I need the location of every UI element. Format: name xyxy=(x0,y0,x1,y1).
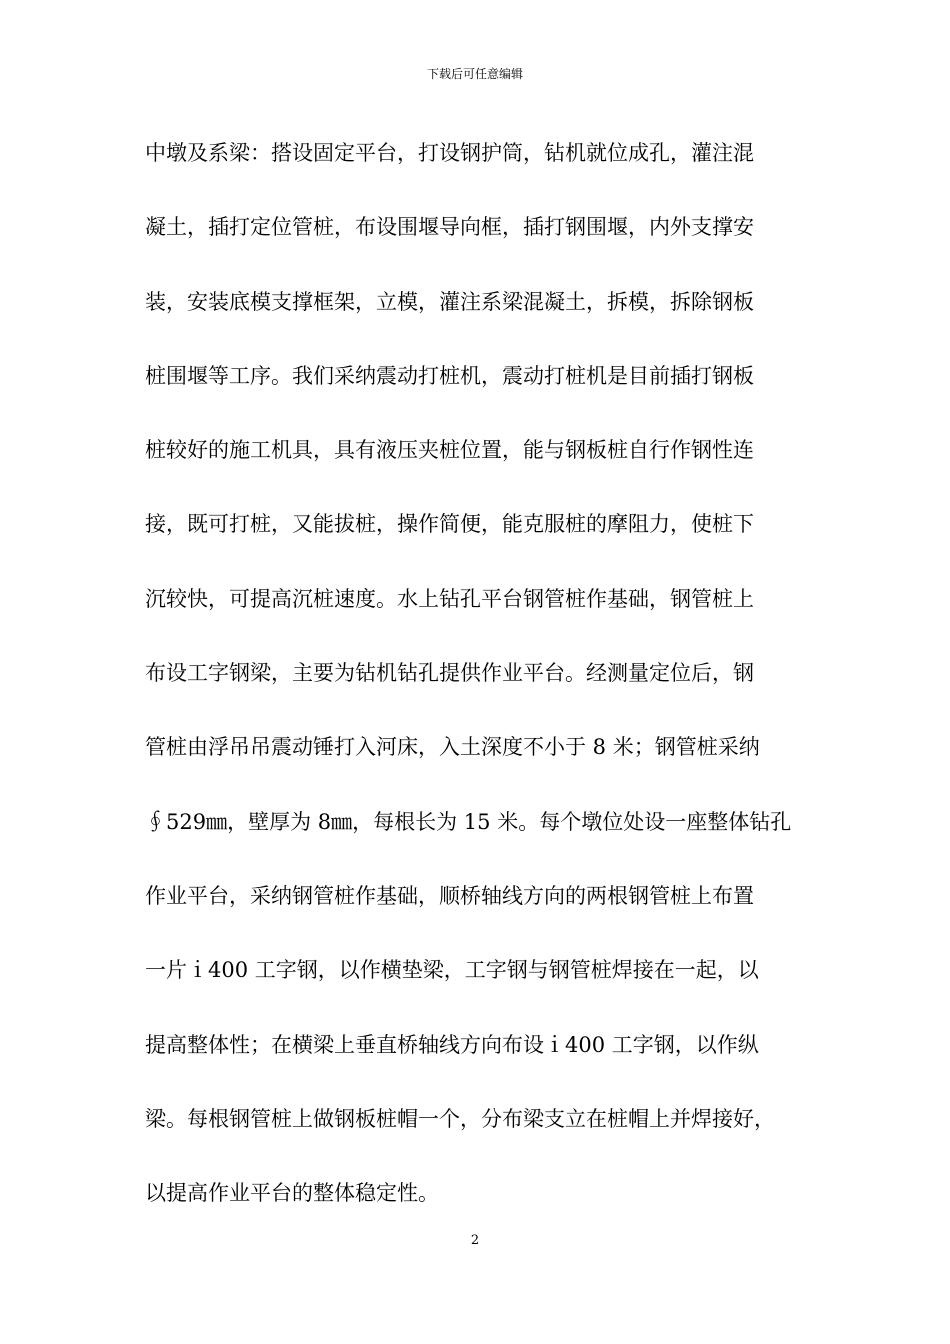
text-line: 一片ｉ400 工字钢，以作横垫梁，工字钢与钢管桩焊接在一起，以 xyxy=(145,958,759,983)
text-line: 桩较好的施工机具，具有液压夹桩位置，能与钢板桩自行作钢性连 xyxy=(145,438,754,463)
text-line: 装，安装底模支撑框架，立模，灌注系梁混凝土，拆模，拆除钢板 xyxy=(145,289,754,314)
text-line: 接，既可打桩，又能拔桩，操作简便，能克服桩的摩阻力，使桩下 xyxy=(145,512,754,537)
body-text xyxy=(145,131,815,1245)
text-line: 提高整体性；在横梁上垂直桥轴线方向布设ｉ400 工字钢，以作纵 xyxy=(145,1032,759,1057)
text-line: 作业平台，采纳钢管桩作基础，顺桥轴线方向的两根钢管桩上布置 xyxy=(145,883,754,908)
text-line: 沉较快，可提高沉桩速度。水上钻孔平台钢管桩作基础，钢管桩上 xyxy=(145,586,754,611)
page-header: 下载后可任意编辑 xyxy=(426,67,523,81)
text-line: 管桩由浮吊吊震动锤打入河床，入土深度不小于 8 米；钢管桩采纳 xyxy=(145,735,760,760)
page-number: 2 xyxy=(470,1233,480,1248)
text-line: 中墩及系梁：搭设固定平台，打设钢护筒，钻机就位成孔，灌注混 xyxy=(145,141,754,165)
text-line: 布设工字钢梁，主要为钻机钻孔提供作业平台。经测量定位后，钢 xyxy=(145,661,754,686)
text-line: 凝土，插打定位管桩，布设围堰导向框，插打钢围堰，内外支撑安 xyxy=(145,215,754,240)
text-line: 梁。每根钢管桩上做钢板桩帽一个，分布梁支立在桩帽上并焊接好， xyxy=(145,1106,775,1131)
text-line: 桩围堰等工序。我们采纳震动打桩机，震动打桩机是目前插打钢板 xyxy=(145,363,754,388)
text-line: ∮529㎜，壁厚为 8㎜，每根长为 15 米。每个墩位处设一座整体钻孔 xyxy=(145,809,792,834)
text-line: 以提高作业平台的整体稳定性。 xyxy=(145,1181,439,1206)
